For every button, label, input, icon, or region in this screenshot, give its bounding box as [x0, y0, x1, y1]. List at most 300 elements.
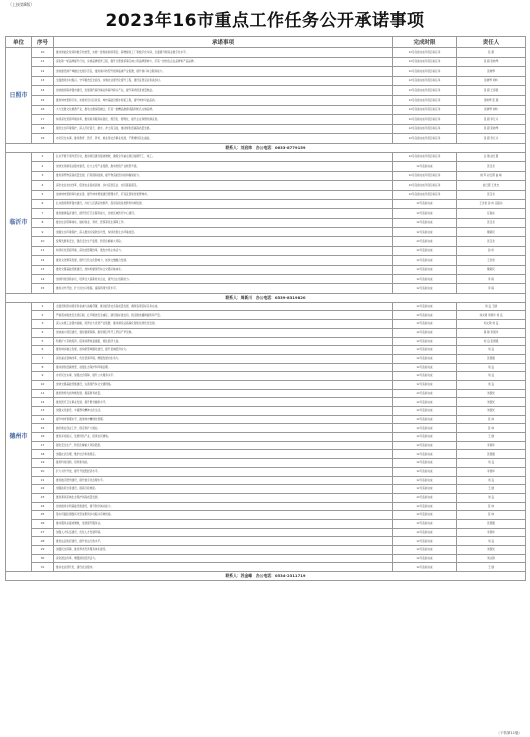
row-number: 10 — [32, 237, 54, 246]
row-number: 8 — [32, 363, 54, 372]
table-row — [6, 190, 526, 199]
table-row — [6, 485, 526, 494]
owner-cell: 刘文锦 — [457, 554, 526, 563]
table-row — [6, 493, 526, 502]
deadline-cell: 12月底前完成年度目标任务 — [393, 48, 457, 58]
deadline-cell: 12月底前完成 — [393, 284, 457, 293]
row-number: 8 — [32, 218, 54, 227]
deadline-cell: 12月底前完成 — [393, 415, 457, 424]
row-number: 13 — [32, 265, 54, 274]
owner-cell: 张宝龙 — [457, 190, 526, 199]
row-number: 16 — [32, 105, 54, 115]
commitment-text: 推进黄河流域生态保护和高质量发展。 — [54, 493, 393, 502]
deadline-cell: 12月底前完成 — [393, 441, 457, 450]
owner-cell: 刘文锦 李国华 刘 良 — [457, 311, 526, 320]
owner-cell: 张 超 李红兵 — [457, 115, 526, 125]
table-row — [6, 209, 526, 218]
owner-cell: 李国华 — [457, 528, 526, 537]
row-number: 13 — [32, 76, 54, 86]
deadline-cell: 12月底前完成 — [393, 354, 457, 363]
row-number: 25 — [32, 511, 54, 520]
header-content: 承诺事项 — [54, 37, 393, 48]
deadline-cell: 12月底前完成 — [393, 389, 457, 398]
table-row — [6, 398, 526, 407]
row-number: 5 — [32, 337, 54, 346]
owner-cell: 王洪泉 — [457, 256, 526, 265]
commitment-text: 深入实施工业强市战略，培育壮大优势产业集群，推动制造业高端化智能化绿色化发展。 — [54, 320, 393, 329]
commitment-text: 扎实开展专项攻坚行动，推进项目建设提质增效，确保全年重点项目按期开工、竣工。 — [54, 152, 393, 161]
owner-cell: 张宝龙 — [457, 218, 526, 227]
commitment-text: 推进教育优质均衡发展，提高教育质量。 — [54, 389, 393, 398]
row-number: 7 — [32, 354, 54, 363]
row-number: 15 — [32, 424, 54, 433]
table-row — [6, 86, 526, 96]
commitments-table — [5, 36, 526, 581]
commitment-text: 推动农业现代化，建设农业强市。 — [54, 563, 393, 572]
deadline-cell: 12月底前完成年度目标任务 — [393, 134, 457, 144]
header-owner: 责任人 — [457, 37, 526, 48]
commitment-text: 加快重大项目建设，强化要素保障，推进项目早开工早投产早见效。 — [54, 328, 393, 337]
deadline-cell: 12月底前完成 — [393, 563, 457, 572]
owner-cell: 刘国光 — [457, 389, 526, 398]
table-row — [6, 563, 526, 572]
table-row — [6, 424, 526, 433]
owner-cell: 刘国光 — [457, 398, 526, 407]
header-no: 序号 — [32, 37, 54, 48]
deadline-cell: 12月底前完成 — [393, 502, 457, 511]
owner-cell: 孙 伟 — [457, 246, 526, 255]
commitment-text: 推进文化繁荣发展，提升红色文化影响力，加快文旅融合发展。 — [54, 256, 393, 265]
commitment-text: 推进对外开放，扩大进出口规模，提高利用外资水平。 — [54, 284, 393, 293]
deadline-cell: 12月底前完成 — [393, 450, 457, 459]
owner-cell: 张宝龙 — [457, 162, 526, 171]
owner-cell: 刘 良 张国强 — [457, 337, 526, 346]
table-row — [6, 467, 526, 476]
owner-cell: 李 娟 — [457, 284, 526, 293]
table-row — [6, 95, 526, 105]
table-row — [6, 459, 526, 468]
row-number: 28 — [32, 537, 54, 546]
row-number: 7 — [32, 209, 54, 218]
owner-cell: 刘 良 — [457, 363, 526, 372]
table-row — [6, 246, 526, 255]
row-number: 14 — [32, 275, 54, 284]
row-number: 1 — [32, 302, 54, 311]
commitment-text: 推动智能化改造和数字化转型，实施一批智能制造项目，新增智能工厂和数字化车间，全面提升制造业数字化水平。 — [54, 48, 393, 58]
table-row — [6, 433, 526, 442]
table-row — [6, 181, 526, 190]
row-number: 14 — [32, 86, 54, 96]
owner-cell: 张晓琴 刘岭 — [457, 105, 526, 115]
table-row — [6, 275, 526, 284]
row-number: 31 — [32, 563, 54, 572]
table-row — [6, 320, 526, 329]
owner-cell: 刘 良 — [457, 537, 526, 546]
table-row — [6, 76, 526, 86]
table-row — [6, 554, 526, 563]
owner-cell: 刘国光 — [457, 546, 526, 555]
row-number: 26 — [32, 519, 54, 528]
table-row — [6, 337, 526, 346]
commitment-text: 加强人才队伍建设，优化人才发展环境。 — [54, 528, 393, 537]
deadline-cell: 12月底前完成 — [393, 209, 457, 218]
owner-cell: 刘 良 — [457, 459, 526, 468]
commitment-text: 持续优化营商环境，深化放管服改革，激发市场主体活力。 — [54, 246, 393, 255]
deadline-cell: 12月底前完成 — [393, 162, 457, 171]
deadline-cell: 12月底前完成 — [393, 519, 457, 528]
row-number: 11 — [32, 246, 54, 255]
owner-cell: 李 娟 — [457, 275, 526, 284]
deadline-cell: 12月底前完成 — [393, 218, 457, 227]
contact-row — [6, 143, 526, 152]
row-number: 2 — [32, 311, 54, 320]
row-number: 17 — [32, 441, 54, 450]
owner-cell: 王洪泉 孙 伟 任振东 — [457, 199, 526, 208]
table-row — [6, 162, 526, 171]
owner-cell: 刘 良 — [457, 493, 526, 502]
commitment-text: 加强生态环境保护，深入推进污染防治攻坚，持续改善生态环境质量。 — [54, 228, 393, 237]
commitment-text: 深化新一轮品牌提升行动，实施品牌培育工程，提升日照绿茶等区域公用品牌影响力，打造一批知名企业品牌和产品品牌。 — [54, 57, 393, 67]
table-row — [6, 528, 526, 537]
table-row — [6, 537, 526, 546]
owner-cell: 张国强 — [457, 354, 526, 363]
table-row — [6, 256, 526, 265]
table-row — [6, 389, 526, 398]
row-number: 12 — [32, 67, 54, 77]
commitment-text: 推进交通基础设施建设，加快构建现代综合交通运输体系。 — [54, 265, 393, 274]
owner-cell: 张晓琴 — [457, 67, 526, 77]
deadline-cell: 12月底前完成 — [393, 337, 457, 346]
deadline-cell: 12月底前完成 — [393, 537, 457, 546]
row-number: 5 — [32, 190, 54, 199]
owner-cell: 张宝龙 — [457, 237, 526, 246]
table-row — [6, 502, 526, 511]
table-row — [6, 450, 526, 459]
table-row — [6, 363, 526, 372]
commitment-text: 加快建设港产城融合发展示范区，推进港口转型升级和临港产业集聚，提升港口综合服务能力。 — [54, 67, 393, 77]
row-number: 12 — [32, 256, 54, 265]
owner-cell: 张晓琴 刘岭 — [457, 76, 526, 86]
deadline-cell: 12月底前完成 — [393, 424, 457, 433]
owner-cell: 王 健 — [457, 433, 526, 442]
owner-cell: 张晓琴 张 超 — [457, 95, 526, 105]
owner-cell: 刘 良 王健 — [457, 302, 526, 311]
row-number: 3 — [32, 171, 54, 180]
table-row — [6, 218, 526, 227]
row-number: 16 — [32, 433, 54, 442]
commitment-text: 扩大对外开放，提升开放型经济水平。 — [54, 467, 393, 476]
table-row — [6, 546, 526, 555]
table-row — [6, 302, 526, 311]
commitment-text: 推进法治政府建设，提升依法行政水平。 — [54, 537, 393, 546]
owner-cell: 王 健 — [457, 563, 526, 572]
row-number: 14 — [32, 415, 54, 424]
deadline-cell: 12月底前完成 — [393, 311, 457, 320]
deadline-cell: 12月底前完成 — [393, 246, 457, 255]
city-name: 临沂市 — [6, 152, 32, 293]
table-row — [6, 57, 526, 67]
commitment-text: 积极扩大有效投资，促进消费恢复提振，稳住经济大盘。 — [54, 337, 393, 346]
table-row — [6, 354, 526, 363]
commitment-text: 推进健康临沂建设，提升医疗卫生服务能力，加快区域医疗中心建设。 — [54, 209, 393, 218]
commitment-text: 做好就业创业工作，稳定和扩大就业。 — [54, 424, 393, 433]
row-number: 29 — [32, 546, 54, 555]
table-row — [6, 124, 526, 134]
owner-cell: 张国强 — [457, 519, 526, 528]
commitment-text: 推动服务业提质增效，发展现代服务业。 — [54, 519, 393, 528]
deadline-cell: 12月底前完成 — [393, 228, 457, 237]
row-number: 12 — [32, 398, 54, 407]
commitment-text: 大力发展文化旅游产业，推动文旅深度融合，打造一批精品旅游线路和知名文旅品牌。 — [54, 105, 393, 115]
table-body — [6, 48, 526, 581]
deadline-cell: 12月底前完成 — [393, 346, 457, 355]
deadline-cell: 12月底前完成 — [393, 380, 457, 389]
commitment-text: 推进医疗卫生事业发展，提升群众健康水平。 — [54, 398, 393, 407]
table-row — [6, 237, 526, 246]
row-number: 3 — [32, 320, 54, 329]
owner-cell: 李国华 — [457, 441, 526, 450]
commitment-text: 推进城市更新行动，实施老旧小区改造、城市基础设施补短板工程，提升城市功能品质。 — [54, 95, 393, 105]
commitment-text: 深化重点领域改革，优化营商环境，增强发展内生动力。 — [54, 354, 393, 363]
owner-cell: 张 林 — [457, 415, 526, 424]
deadline-cell: 12月底前完成 — [393, 528, 457, 537]
table-row — [6, 346, 526, 355]
deadline-cell: 12月底前完成 — [393, 493, 457, 502]
table-row — [6, 134, 526, 144]
row-number: 27 — [32, 528, 54, 537]
commitment-text: 推动绿色低碳转型，加强生态保护和环境治理。 — [54, 363, 393, 372]
deadline-cell: 12月底前完成年度目标任务 — [393, 152, 457, 161]
commitment-text: 办好民生实事，加强社会保障，提升公共服务水平。 — [54, 372, 393, 381]
deadline-cell: 12月底前完成 — [393, 546, 457, 555]
row-number: 6 — [32, 346, 54, 355]
row-number: 19 — [32, 134, 54, 144]
owner-cell: 魏新民 — [457, 265, 526, 274]
row-number: 13 — [32, 407, 54, 416]
owner-cell: 任 刚 赵红霞 — [457, 152, 526, 161]
commitment-text: 加快先进制造业强市建设，壮大主导产业集群，推动传统产业转型升级。 — [54, 162, 393, 171]
table-row — [6, 152, 526, 161]
commitment-text: 扎实推进教育强市建设，办好人民满意的教育，促进各级各类教育协调发展。 — [54, 199, 393, 208]
commitment-text: 深化农业农村改革，促进农业高质高效、乡村宜居宜业、农民富裕富足。 — [54, 181, 393, 190]
row-number: 11 — [32, 57, 54, 67]
deadline-cell: 12月底前完成 — [393, 476, 457, 485]
commitment-text: 推进城乡融合发展，加快新型城镇化建设，提升县域经济实力。 — [54, 346, 393, 355]
table-row — [6, 171, 526, 180]
commitment-text: 加强民生保障，推进养老托育服务体系建设。 — [54, 546, 393, 555]
table-row — [6, 265, 526, 274]
commitment-text: 强化生态环境保护，深入打好蓝天、碧水、净土保卫战，推动绿色低碳高质量发展。 — [54, 124, 393, 134]
deadline-cell: 12月底前完成年度目标任务 — [393, 95, 457, 105]
contact-info: 联系人：刘启帅 办公电话：0633-8779159 — [6, 143, 526, 152]
row-number: 22 — [32, 485, 54, 494]
deadline-cell: 12月底前完成 — [393, 433, 457, 442]
table-row — [6, 199, 526, 208]
owner-cell: 刘 良 — [457, 476, 526, 485]
page-title: 2023年16市重点工作任务公开承诺事项 — [105, 11, 425, 31]
row-number: 20 — [32, 467, 54, 476]
row-number: 19 — [32, 459, 54, 468]
commitment-text: 全面推进乡村振兴，守牢粮食安全底线，实施农业现代化提升工程，建设宜居宜业和美乡村。 — [54, 76, 393, 86]
commitment-text: 加强政府自身建设，提高行政效能。 — [54, 485, 393, 494]
header-unit: 单位 — [6, 37, 32, 48]
commitment-text: 加快推进海洋强市建设，发展现代海洋渔业和海洋新兴产业，提升海洋经济质量效益。 — [54, 86, 393, 96]
header-time: 完成时限 — [393, 37, 457, 48]
commitment-text: 健全社会保障体系，做好就业、养老、医保等民生保障工作。 — [54, 218, 393, 227]
deadline-cell: 12月底前完成年度目标任务 — [393, 76, 457, 86]
table-row — [6, 415, 526, 424]
row-number: 21 — [32, 476, 54, 485]
table-header — [6, 37, 526, 48]
commitment-text: 加快科技创新步伐，培育壮大高新技术企业，提升自主创新能力。 — [54, 275, 393, 284]
commitment-text: 强化安全生产，防范化解重大风险隐患。 — [54, 441, 393, 450]
deadline-cell: 12月底前完成 — [393, 302, 457, 311]
table-row — [6, 228, 526, 237]
table-row — [6, 407, 526, 416]
continued-next-note: （下转第11版） — [496, 731, 522, 735]
commitment-text: 严格落实粮食安全责任制，扛牢粮食安全重任，建设高标准农田，稳定粮食播种面积和产量。 — [54, 311, 393, 320]
owner-cell: 张 林 — [457, 511, 526, 520]
owner-cell: 张 超 — [457, 48, 526, 58]
deadline-cell: 12月底前完成年度目标任务 — [393, 86, 457, 96]
table-row — [6, 328, 526, 337]
table-row — [6, 48, 526, 58]
row-number: 10 — [32, 380, 54, 389]
row-number: 15 — [32, 284, 54, 293]
table-row — [6, 311, 526, 320]
deadline-cell: 12月底前完成 — [393, 328, 457, 337]
deadline-cell: 12月底前完成 — [393, 485, 457, 494]
deadline-cell: 12月底前完成年度目标任务 — [393, 124, 457, 134]
commitment-text: 推进商贸物流高质量发展，打造国际陆港，提升物流枢纽功能和辐射能力。 — [54, 171, 393, 180]
owner-cell: 赵红霞 王世杰 — [457, 181, 526, 190]
row-number: 4 — [32, 181, 54, 190]
commitment-text: 加快推进水利基础设施建设，提升防洪减灾能力。 — [54, 502, 393, 511]
owner-cell: 刘文锦 刘 良 — [457, 320, 526, 329]
row-number: 23 — [32, 493, 54, 502]
row-number: 15 — [32, 95, 54, 105]
commitment-text: 加强社会治理，维护社会和谐稳定。 — [54, 450, 393, 459]
owner-cell: 魏新民 — [457, 228, 526, 237]
deadline-cell: 12月底前完成年度目标任务 — [393, 181, 457, 190]
deadline-cell: 12月底前完成年度目标任务 — [393, 67, 457, 77]
owner-cell: 刘 良 — [457, 380, 526, 389]
owner-cell: 任振东 — [457, 209, 526, 218]
deadline-cell: 12月底前完成 — [393, 511, 457, 520]
row-number: 9 — [32, 372, 54, 381]
continued-note: （上接第8版） — [8, 2, 35, 7]
deadline-cell: 12月底前完成 — [393, 407, 457, 416]
table-row — [6, 105, 526, 115]
table-row — [6, 511, 526, 520]
table-row — [6, 115, 526, 125]
row-number: 9 — [32, 228, 54, 237]
deadline-cell: 12月底前完成年度目标任务 — [393, 57, 457, 67]
deadline-cell: 12月底前完成 — [393, 320, 457, 329]
row-number: 6 — [32, 199, 54, 208]
owner-cell: 张 林 — [457, 502, 526, 511]
table-row — [6, 441, 526, 450]
deadline-cell: 12月底前完成年度目标任务 — [393, 190, 457, 199]
row-number: 24 — [32, 502, 54, 511]
commitment-text: 持续深化营商环境改革，推进政务服务标准化、规范化、便利化，提升企业和群众满意度。 — [54, 115, 393, 125]
table-row — [6, 284, 526, 293]
deadline-cell: 12月底前完成 — [393, 372, 457, 381]
deadline-cell: 12月底前完成 — [393, 467, 457, 476]
commitment-text: 深化国企改革，增强国有经济活力。 — [54, 554, 393, 563]
owner-cell: 刘 良 — [457, 346, 526, 355]
contact-info: 联系人：苏金峰 办公电话：0534-2311719 — [6, 572, 526, 581]
owner-cell: 张 超 王庭凯 — [457, 86, 526, 96]
table-row — [6, 67, 526, 77]
commitment-text: 办好民生实事，推进教育、医疗、养老、就业等社会事业发展，不断增进民生福祉。 — [54, 134, 393, 144]
owner-cell: 张 超 张晓琴 — [457, 124, 526, 134]
row-number: 2 — [32, 162, 54, 171]
table-row — [6, 380, 526, 389]
deadline-cell: 12月底前完成年度目标任务 — [393, 171, 457, 180]
table-row — [6, 519, 526, 528]
deadline-cell: 12月底前完成年度目标任务 — [393, 105, 457, 115]
commitment-text: 加强文化建设，丰富群众精神文化生活。 — [54, 407, 393, 416]
row-number: 1 — [32, 152, 54, 161]
commitment-text: 推进科技创新，培育新动能。 — [54, 459, 393, 468]
owner-cell: 张 超 李红兵 — [457, 134, 526, 144]
commitment-text: 落实巩固拓展脱贫攻坚成果同乡村振兴有效衔接。 — [54, 511, 393, 520]
deadline-cell: 12月底前完成 — [393, 199, 457, 208]
commitment-text: 提升城市管理水平，推进城市精细化管理。 — [54, 415, 393, 424]
table-row — [6, 372, 526, 381]
commitment-text: 推进乡村振兴，发展特色产业，促进农民增收。 — [54, 433, 393, 442]
deadline-cell: 12月底前完成 — [393, 363, 457, 372]
commitment-text: 加快交通基础设施建设，完善现代综合交通网络。 — [54, 380, 393, 389]
deadline-cell: 12月底前完成 — [393, 237, 457, 246]
row-number: 18 — [32, 450, 54, 459]
row-number: 18 — [32, 124, 54, 134]
owner-cell: 张 超 张晓琴 — [457, 57, 526, 67]
commitment-text: 统筹发展和安全，强化安全生产监管，防范化解重大风险。 — [54, 237, 393, 246]
deadline-cell: 12月底前完成年度目标任务 — [393, 115, 457, 125]
commitment-text: 全面贯彻落实国家和省重大战略部署，推动经济社会高质量发展，确保各项目标任务完成。 — [54, 302, 393, 311]
city-name: 德州市 — [6, 302, 32, 571]
owner-cell: 姚 军 赵红霞 曲 峰 — [457, 171, 526, 180]
contact-row — [6, 572, 526, 581]
owner-cell: 刘国光 — [457, 407, 526, 416]
owner-cell: 刘 良 — [457, 372, 526, 381]
row-number: 11 — [32, 389, 54, 398]
commitment-text: 推进数字德州建设，提升数字化治理水平。 — [54, 476, 393, 485]
deadline-cell: 12月底前完成 — [393, 265, 457, 274]
row-number: 4 — [32, 328, 54, 337]
owner-cell: 李国华 — [457, 467, 526, 476]
owner-cell: 黄 敏 李国华 — [457, 328, 526, 337]
city-name: 日照市 — [6, 48, 32, 144]
table-row — [6, 476, 526, 485]
owner-cell: 张国强 — [457, 450, 526, 459]
contact-row — [6, 293, 526, 302]
owner-cell: 张 林 — [457, 424, 526, 433]
deadline-cell: 12月底前完成 — [393, 459, 457, 468]
row-number: 10 — [32, 48, 54, 58]
commitment-text: 加快城市更新和功能完善，提升城市规划建设管理水平，打造宜居韧性智慧城市。 — [54, 190, 393, 199]
owner-cell: 王 健 — [457, 485, 526, 494]
deadline-cell: 12月底前完成 — [393, 256, 457, 265]
row-number: 17 — [32, 115, 54, 125]
row-number: 30 — [32, 554, 54, 563]
contact-info: 联系人：周新川 办公电话：0539-8319820 — [6, 293, 526, 302]
deadline-cell: 12月底前完成 — [393, 275, 457, 284]
deadline-cell: 12月底前完成 — [393, 398, 457, 407]
deadline-cell: 12月底前完成 — [393, 554, 457, 563]
